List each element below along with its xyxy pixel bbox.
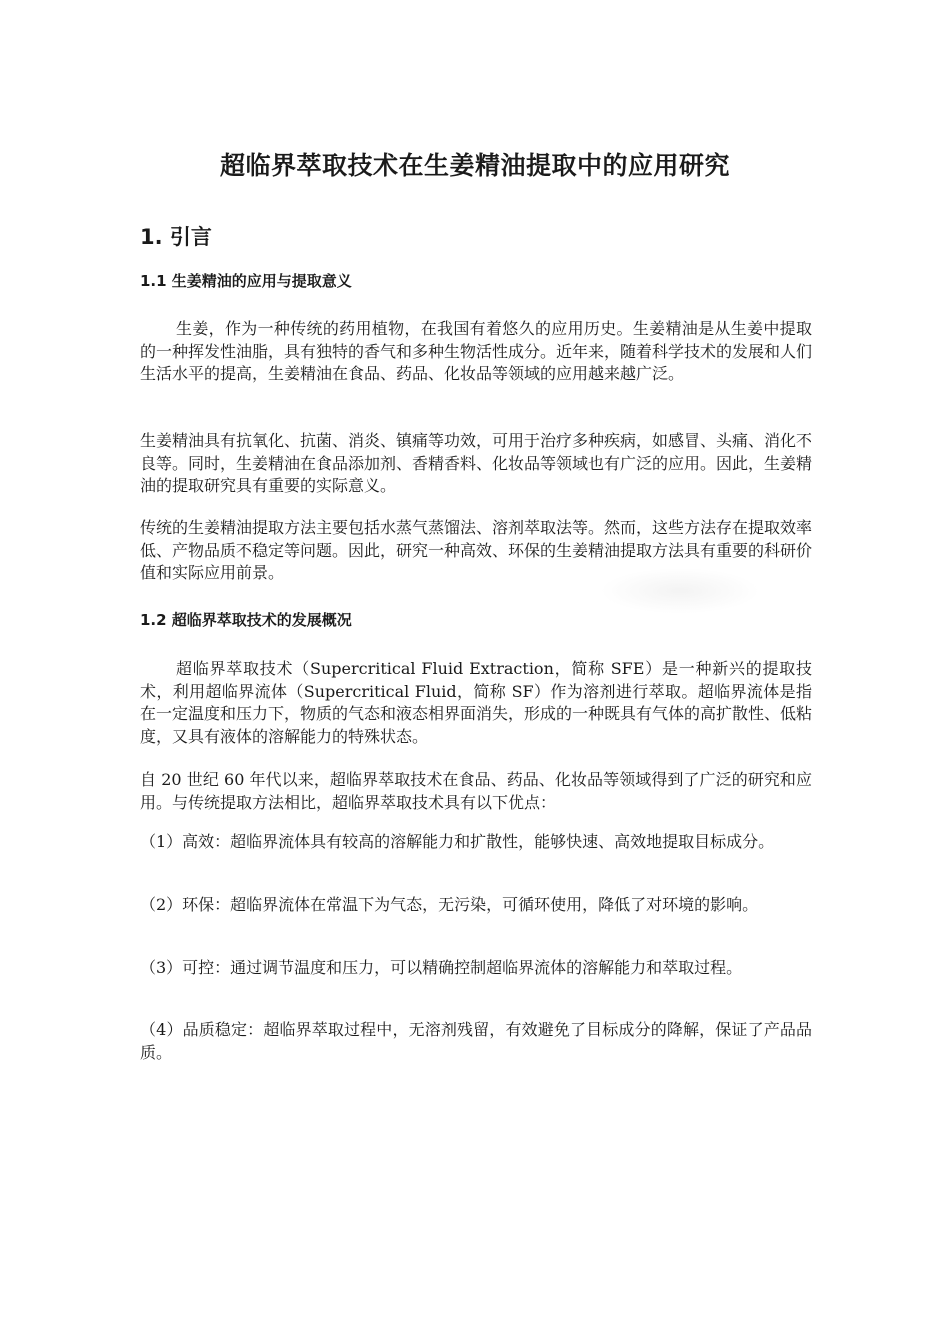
subsection-heading-1-2: 1.2 超临界萃取技术的发展概况: [140, 611, 352, 629]
section-heading-introduction: 1. 引言: [140, 225, 212, 249]
paragraph-traditional-methods: 传统的生姜精油提取方法主要包括水蒸气蒸馏法、溶剂萃取法等。然而，这些方法存在提取效率低、产物品质不稳定等问题。因此，研究一种高效、环保的生姜精油提取方法具有重要的科研价值和实际应用前景。: [140, 518, 813, 582]
paragraph-sfe-history: 自 20 世纪 60 年代以来，超临界萃取技术在食品、药品、化妆品等领域得到了广泛的研究和应用。与传统提取方法相比，超临界萃取技术具有以下优点：: [140, 770, 812, 812]
list-item-advantage-eco: （2）环保：超临界流体在常温下为气态，无污染，可循环使用，降低了对环境的影响。: [140, 895, 759, 914]
list-item-advantage-efficient: （1）高效：超临界流体具有较高的溶解能力和扩散性，能够快速、高效地提取目标成分。: [140, 832, 775, 851]
paragraph-sfe-definition: 超临界萃取技术（Supercritical Fluid Extraction，简称 SFE）是一种新兴的提取技术，利用超临界流体（Supercritical Fluid，简称 SF）作为溶剂进行萃取。超临界流体是指在一定温度和压力下，物质的气态和液态相界面消失，形成的一种既具有气体的高扩散性、低粘度，又具有液体的溶解能力的特殊状态。: [140, 659, 813, 746]
list-item-advantage-quality: （4）品质稳定：超临界萃取过程中，无溶剂残留，有效避免了目标成分的降解，保证了产品品质。: [140, 1020, 812, 1062]
subsection-heading-1-1: 1.1 生姜精油的应用与提取意义: [140, 272, 352, 290]
list-item-advantage-controllable: （3）可控：通过调节温度和压力，可以精确控制超临界流体的溶解能力和萃取过程。: [140, 958, 743, 977]
paragraph-ginger-intro: 生姜，作为一种传统的药用植物，在我国有着悠久的应用历史。生姜精油是从生姜中提取的一种挥发性油脂，具有独特的香气和多种生物活性成分。近年来，随着科学技术的发展和人们生活水平的提高，生姜精油在食品、药品、化妆品等领域的应用越来越广泛。: [140, 319, 813, 383]
paragraph-ginger-effects: 生姜精油具有抗氧化、抗菌、消炎、镇痛等功效，可用于治疗多种疾病，如感冒、头痛、消化不良等。同时，生姜精油在食品添加剂、香精香料、化妆品等领域也有广泛的应用。因此，生姜精油的提取研究具有重要的实际意义。: [140, 431, 813, 495]
document-title: 超临界萃取技术在生姜精油提取中的应用研究: [219, 151, 730, 180]
